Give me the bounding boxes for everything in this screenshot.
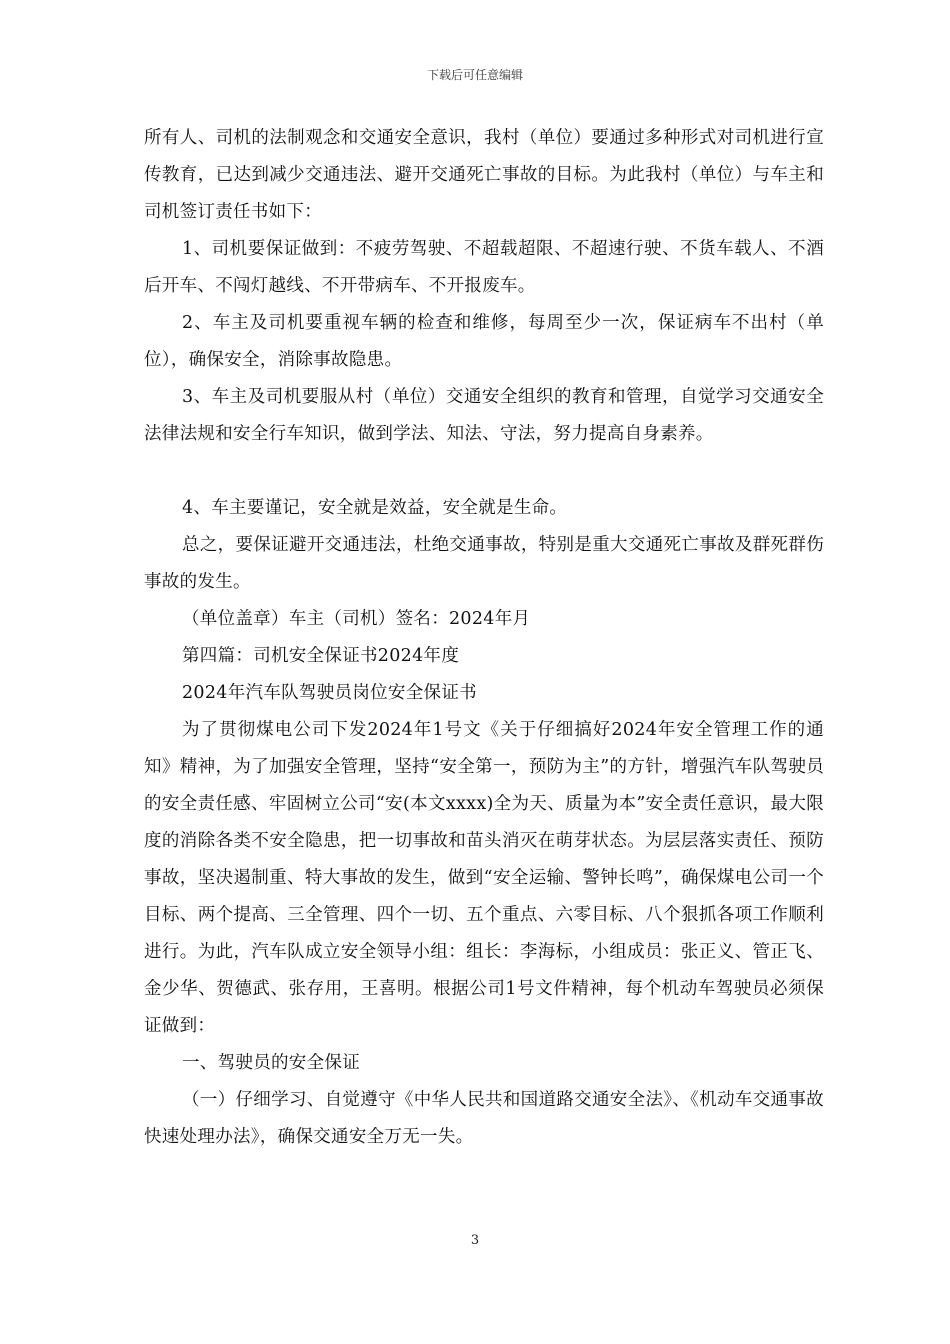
section-title: 第四篇：司机安全保证书2024年度 <box>182 646 460 666</box>
paragraph-clause-1: （一）仔细学习、自觉遵守《中华人民共和国道路交通安全法》、《机动车交通事故快速处理办法》，确保交通安全万无一失。 <box>144 1090 824 1147</box>
subsection-heading: 一、驾驶员的安全保证 <box>182 1053 360 1073</box>
signature-line: （单位盖章）车主（司机）签名：2024年月 <box>182 609 531 629</box>
document-body <box>144 120 824 1156</box>
paragraph-item-3: 3、车主及司机要服从村（单位）交通安全组织的教育和管理，自觉学习交通安全法律法规和安全行车知识，做到学法、知法、守法，努力提高自身素养。 <box>144 387 824 444</box>
page-header: 下载后可任意编辑 <box>426 68 523 82</box>
document-subtitle: 2024年汽车队驾驶员岗位安全保证书 <box>182 683 477 703</box>
paragraph-item-4: 4、车主要谨记，安全就是效益，安全就是生命。 <box>182 498 568 518</box>
paragraph-intro: 所有人、司机的法制观念和交通安全意识，我村（单位）要通过多种形式对司机进行宣传教育，已达到减少交通违法、避开交通死亡事故的目标。为此我村（单位）与车主和司机签订责任书如下： <box>144 128 824 222</box>
paragraph-item-1: 1、司机要保证做到：不疲劳驾驶、不超载超限、不超速行驶、不货车载人、不酒后开车、不闯灯越线、不开带病车、不开报废车。 <box>144 239 824 296</box>
page-number: 3 <box>470 1233 480 1248</box>
paragraph-main: 为了贯彻煤电公司下发2024年1号文《关于仔细搞好2024年安全管理工作的通知》精神，为了加强安全管理，坚持“安全第一，预防为主”的方针，增强汽车队驾驶员的安全责任感、牢固树立公司“安(本文xxxx)全为天、质量为本”安全责任意识，最大限度的消除各类不安全隐患，把一切事故和苗头消灭在萌芽状态。为层层落实责任、预防事故，坚决遏制重、特大事故的发生，做到“安全运输、警钟长鸣”，确保煤电公司一个目标、两个提高、三全管理、四个一切、五个重点、六零目标、八个狠抓各项工作顺利进行。为此，汽车队成立安全领导小组：组长：李海标，小组成员：张正义、管正飞、金少华、贺德武、张存用，王喜明。根据公司1号文件精神，每个机动车驾驶员必须保证做到： <box>144 720 824 1036</box>
paragraph-summary: 总之，要保证避开交通违法，杜绝交通事故，特别是重大交通死亡事故及群死群伤事故的发生。 <box>144 535 824 592</box>
paragraph-item-2: 2、车主及司机要重视车辆的检查和维修，每周至少一次，保证病车不出村（单位），确保安全，消除事故隐患。 <box>144 313 824 370</box>
